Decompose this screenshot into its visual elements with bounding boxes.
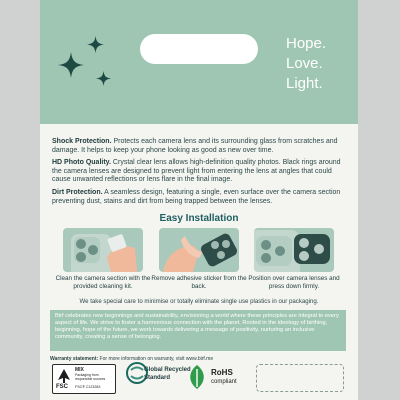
sparkle-large-icon: [58, 52, 84, 78]
feature-title: Dirt Protection.: [52, 188, 103, 196]
phone-lens-icon: [254, 228, 334, 272]
hero-banner: [40, 0, 358, 124]
barcode-placeholder: [256, 364, 344, 392]
rohs-logo: [186, 364, 250, 392]
leaf-icon: [186, 364, 208, 390]
warranty-label: Warranty statement:: [50, 356, 99, 362]
feature-dirt: [52, 189, 348, 206]
fsc-mix: MIX: [75, 367, 84, 373]
feature-text: Protects each camera lens and its surrounding glass from scratches and damage. It helps to keep your phone looking as good as new over time.: [52, 138, 338, 154]
grs-line2: Standard: [144, 375, 171, 381]
hang-hole: [140, 34, 258, 64]
sparkle-small-icon: [96, 71, 111, 86]
package-back: [40, 0, 358, 400]
installation-title: Easy Installation: [159, 213, 239, 224]
step-sticker-caption: Remove adhesive sticker from the back.: [151, 275, 247, 290]
step-clean-illustration: [63, 228, 143, 272]
rohs-line1: RoHS: [211, 368, 233, 377]
fsc-sub: Packaging from responsible sources: [75, 373, 106, 381]
step-sticker-illustration: [159, 228, 239, 272]
phone-cleaning-icon: [63, 228, 143, 272]
grs-line1: Global Recycled: [144, 367, 191, 373]
sticker-peel-icon: [159, 228, 239, 272]
sparkle-top-icon: [87, 36, 104, 53]
step-clean-caption: Clean the camera section with the provided cleaning kit.: [55, 275, 151, 290]
tagline-hope: Hope.: [286, 35, 327, 52]
plastics-note: We take special care to minimise or totally eliminate single use plastics in our packaging.: [79, 298, 319, 305]
step-position-caption: Position over camera lenses and press down firmly.: [248, 275, 340, 290]
feature-hd: [52, 159, 348, 185]
step-position-illustration: [254, 228, 334, 272]
feature-title: Shock Protection.: [52, 138, 112, 145]
tagline-love: Love.: [286, 55, 323, 72]
grs-logo: [126, 362, 191, 394]
fsc-wordmark: FSC: [56, 384, 68, 390]
mission-statement: Birf celebrates new beginnings and sustainability, envisioning a world where these principles are integral to every aspect of life. We strive to foster a harmonious connection with the planet. Rooted in the ideology of birthing, beginning, hope of the future, we work towards delivering a message of positivity, nurturing an inclusive community, creating a sense of belonging.: [50, 310, 346, 351]
rohs-line2: compliant: [211, 379, 237, 385]
feature-text: Crystal clear lens allows high-definition quality photos. Black rings around the camera lenses are designed to prevent light from entering the lens at angles that could cause unwanted reflections or lens flare in the final image.: [52, 159, 341, 184]
tagline-light: Light.: [286, 75, 323, 92]
fsc-code: FSC® C123283: [75, 385, 101, 389]
feature-text: A seamless design, featuring a single, even surface over the camera section preventing dust, stains and dirt from being trapped between the lenses.: [52, 188, 341, 205]
feature-shock: [52, 138, 348, 155]
fsc-tree-icon: [56, 368, 72, 384]
warranty-text: For more information on warranty, visit www.birf.me: [98, 356, 214, 362]
tagline: [286, 34, 358, 94]
feature-list: [52, 138, 348, 210]
fsc-logo: [52, 364, 116, 394]
feature-title: HD Photo Quality.: [52, 159, 111, 167]
warranty-statement: [50, 356, 348, 362]
